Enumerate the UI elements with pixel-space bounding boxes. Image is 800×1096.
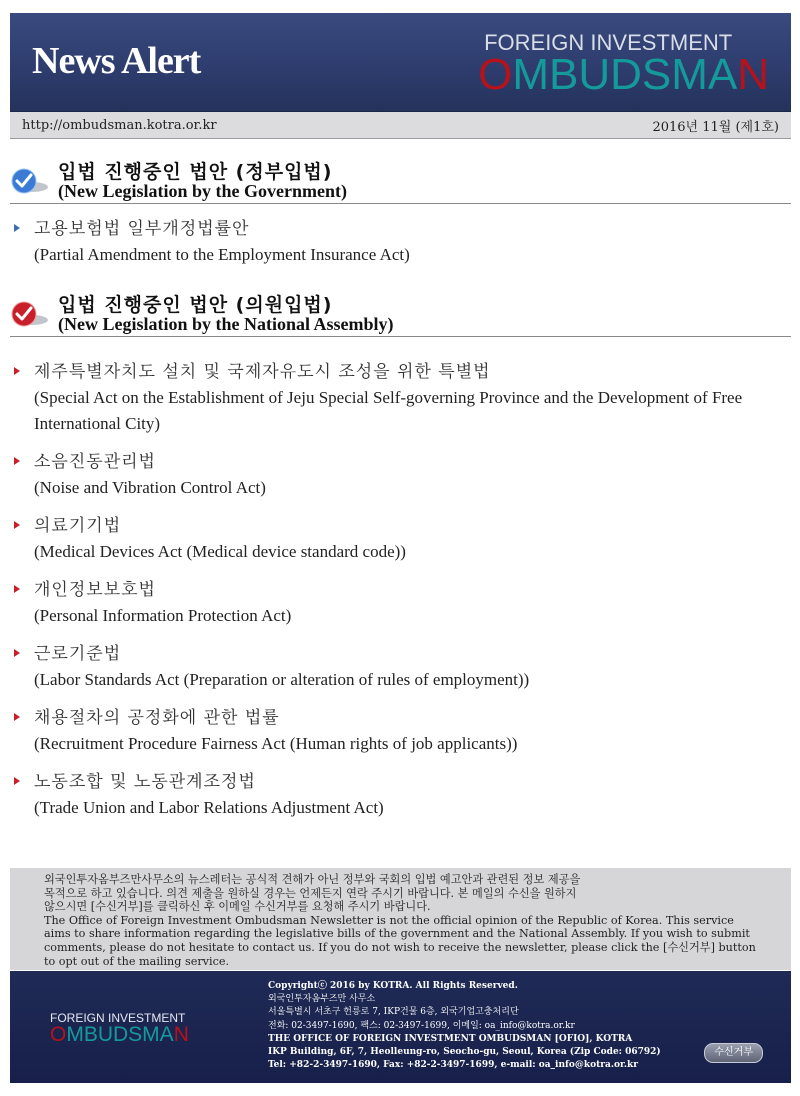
blue-check-icon [10,167,50,195]
bullet-icon [14,224,20,232]
list-item: 노동조합 및 노동관계조정법 (Trade Union and Labor Relations Adjustment Act) [10,771,791,821]
section-title-ko: 입법 진행중인 법안 (정부입법) [58,161,333,183]
newsletter-title: News Alert [32,40,201,82]
brand-line2: OMBUDSMAN [478,50,769,99]
section-government-header [10,155,791,204]
list-item: 의료기기법 (Medical Devices Act (Medical device standard code)) [10,515,791,565]
bullet-icon [14,649,20,657]
unsubscribe-button[interactable]: 수신거부 [704,1043,763,1063]
list-item: 개인정보보호법 (Personal Information Protection Act) [10,579,791,629]
list-item: 제주특별자치도 설치 및 국제자유도시 조성을 위한 특별법 (Special Act on the Establishment of Jeju Special Self-governing Province and the Development of Free International City) [10,361,791,437]
header-banner [10,13,791,112]
issue-date: 2016년 11월 (제1호) [652,119,779,135]
list-item: 근로기준법 (Labor Standards Act (Preparation or alteration of rules of employment)) [10,643,791,693]
disclaimer-notice: 외국인투자옴부즈만사무소의 뉴스레터는 공식적 견해가 아닌 정부와 국회의 입법 예고안과 관련된 정보 제공을 목적으로 하고 있습니다. 의견 제출을 원하실 경우는 언제든지 연락 주시기 바랍니다. 본 메일의 수신을 원하지 않으시면 [수신거부]를 클릭하신 후 이메일 수신거부를 요청해 주시기 바랍니다. The Office of Foreign Investment Ombudsman Newsletter is not the official opinion of the Republic of Korea. This service aims to share information regarding the legislative bills of the government and the National Assembly. If you wish to submit comments, please do not hesitate to contact us. If you do not wish to receive the newsletter, please click the [수신거부] button to opt out of the mailing service. [10,868,791,970]
bullet-icon [14,777,20,785]
list-item: 소음진동관리법 (Noise and Vibration Control Act) [10,451,791,501]
bullet-icon [14,367,20,375]
section-title-ko: 입법 진행중인 법안 (의원입법) [58,294,333,316]
brand-line1: FOREIGN INVESTMENT [484,30,733,55]
newsletter [10,13,791,821]
list-item: 고용보험법 일부개정법률안 (Partial Amendment to the Employment Insurance Act) [10,218,791,268]
footer-brand-logo: FOREIGN INVESTMENT OMBUDSMAN [50,1011,189,1046]
brand-logo [478,30,769,99]
subheader-bar [10,112,791,139]
bullet-icon [14,457,20,465]
section-title-en: (New Legislation by the National Assembly) [58,314,394,334]
site-url-link[interactable]: http://ombudsman.kotra.or.kr [22,117,217,133]
section-assembly-header [10,288,791,337]
section-title-en: (New Legislation by the Government) [58,181,347,201]
footer [10,971,791,1083]
bullet-icon [14,585,20,593]
list-item: 채용절차의 공정화에 관한 법률 (Recruitment Procedure Fairness Act (Human rights of job applicants)) [10,707,791,757]
bullet-icon [14,521,20,529]
footer-contact-info: Copyrightⓒ 2016 by KOTRA. All Rights Reserved. 외국인투자옴부즈만 사무소 서울특별시 서초구 헌릉로 7, IKP건물 6층, 외국기업고충처리단 전화: 02-3497-1690, 팩스: 02-3497-1699, 이메일: oa_info@kotra.or.kr THE OFFICE OF FOREIGN INVESTMENT OMBUDSMAN [OFIO], KOTRA IKP Building, 6F, 7, Heolleung-ro, Seocho-gu, Seoul, Korea (Zip Code: 06792) Tel: +82-2-3497-1690, Fax: +82-2-3497-1699, e-mail: oa_info@kotra.or.kr [268,981,661,1071]
bullet-icon [14,713,20,721]
red-check-icon [10,300,50,328]
